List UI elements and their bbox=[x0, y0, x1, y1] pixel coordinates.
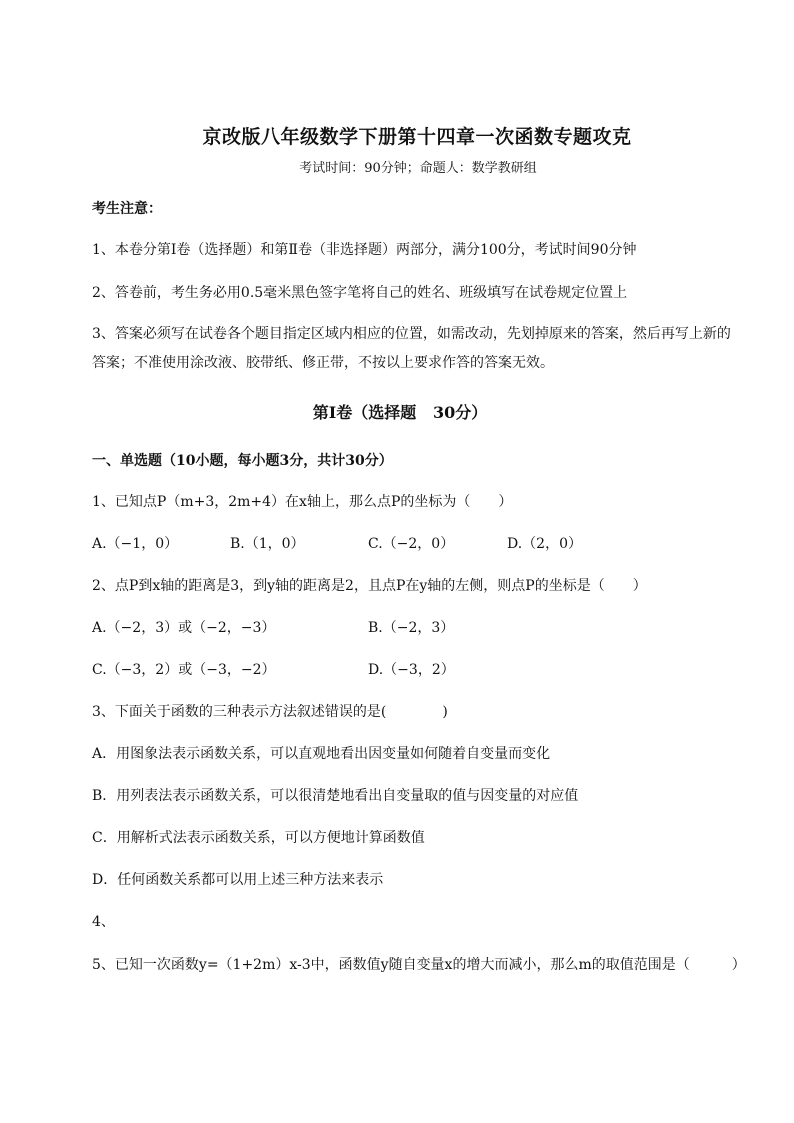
notice-heading: 考生注意： bbox=[92, 201, 162, 217]
option-d[interactable]: D.（−3，2） bbox=[368, 662, 455, 678]
option-a[interactable]: A.（−1，0） bbox=[92, 536, 179, 552]
notice-item: 2、答卷前，考生务必用0.5毫米黑色签字笔将自己的姓名、班级填写在试卷规定位置上 bbox=[92, 285, 628, 301]
question-stem: 5、已知一次函数y=（1+2m）x-3中，函数值y随自变量x的增大而减小，那么m的取值范围是（ ） bbox=[92, 957, 746, 973]
option-a[interactable]: A.（−2，3）或（−2，−3） bbox=[92, 620, 276, 636]
option-b[interactable]: B.（1，0） bbox=[230, 536, 305, 552]
option-c[interactable]: C．用解析式法表示函数关系，可以方便地计算函数值 bbox=[92, 830, 425, 846]
exam-info: 考试时间：90分钟；命题人：数学教研组 bbox=[299, 161, 537, 176]
option-a[interactable]: A．用图象法表示函数关系，可以直观地看出因变量如何随着自变量而变化 bbox=[92, 746, 551, 762]
option-d[interactable]: D．任何函数关系都可以用上述三种方法来表示 bbox=[92, 872, 384, 888]
question-stem: 1、已知点P（m+3，2m+4）在x轴上，那么点P的坐标为（ ） bbox=[92, 494, 513, 510]
question-stem: 4、 bbox=[92, 914, 115, 930]
option-b[interactable]: B．用列表法表示函数关系，可以很清楚地看出自变量取的值与因变量的对应值 bbox=[92, 788, 579, 804]
page-title: 京改版八年级数学下册第十四章一次函数专题攻克 bbox=[202, 126, 632, 148]
option-c[interactable]: C.（−3，2）或（−3，−2） bbox=[92, 662, 276, 678]
option-d[interactable]: D.（2，0） bbox=[507, 536, 582, 552]
question-stem: 3、下面关于函数的三种表示方法叙述错误的是( ) bbox=[92, 704, 448, 720]
notice-item: 1、本卷分第I卷（选择题）和第Ⅱ卷（非选择题）两部分，满分100分，考试时间90分钟 bbox=[92, 242, 637, 258]
part-heading: 一、单选题（10小题，每小题3分，共计30分） bbox=[92, 453, 393, 469]
section-title: 第I卷（选择题 30分） bbox=[312, 403, 488, 422]
option-b[interactable]: B.（−2，3） bbox=[368, 620, 455, 636]
option-c[interactable]: C.（−2，0） bbox=[368, 536, 455, 552]
notice-item: 3、答案必须写在试卷各个题目指定区域内相应的位置，如需改动，先划掉原来的答案，然后再写上新的答案；不准使用涂改液、胶带纸、修正带，不按以上要求作答的答案无效。 bbox=[92, 326, 731, 371]
question-stem: 2、点P到x轴的距离是3，到y轴的距离是2，且点P在y轴的左侧，则点P的坐标是（ ） bbox=[92, 578, 647, 594]
